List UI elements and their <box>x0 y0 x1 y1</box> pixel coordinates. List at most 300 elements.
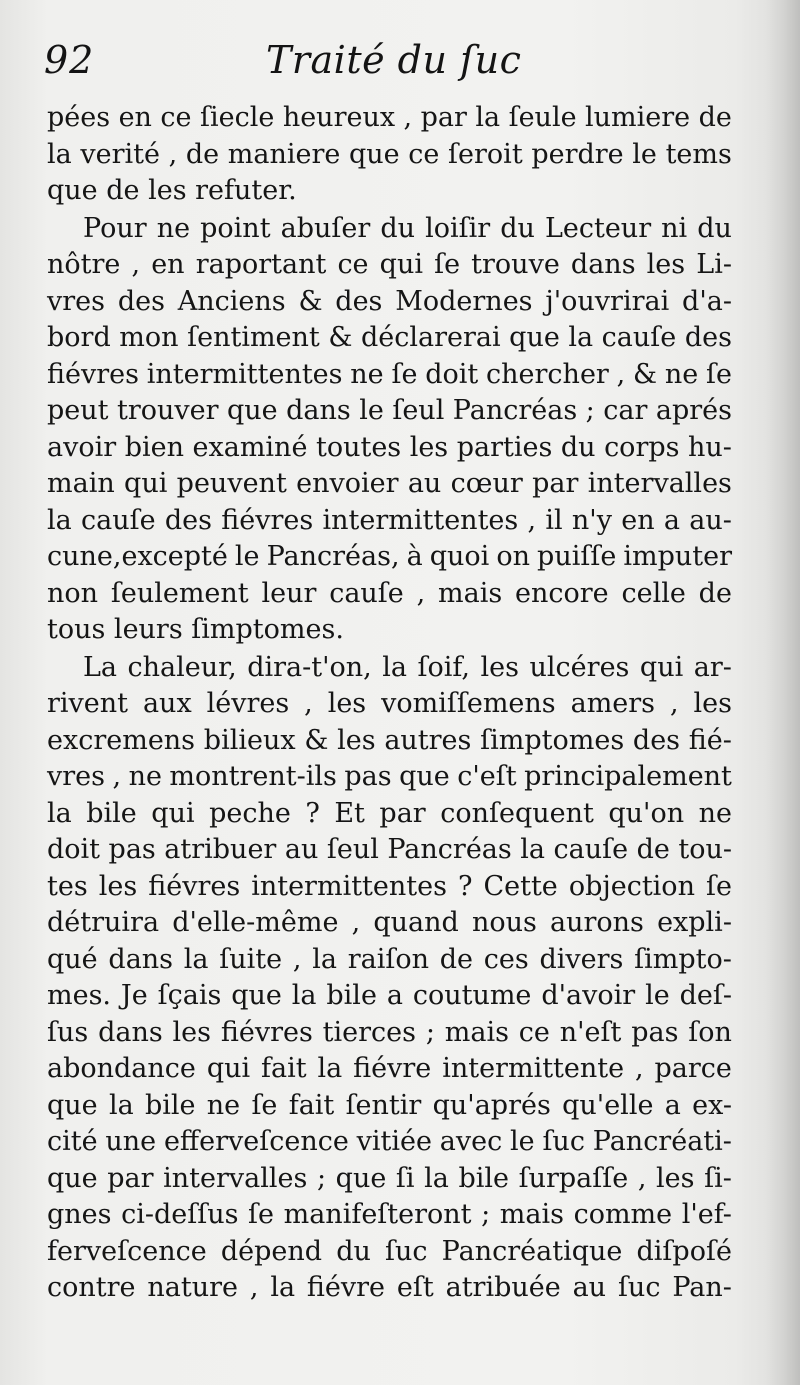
word: fiévres <box>148 870 241 902</box>
word: autres <box>384 724 472 756</box>
word: l'ef- <box>681 1199 732 1230</box>
word: aux <box>142 688 192 719</box>
word: cauſe <box>553 834 629 865</box>
word: ſiecle <box>200 102 275 133</box>
running-head: Traité du ſuc <box>266 38 522 82</box>
word: du <box>500 212 535 244</box>
word: qui <box>151 797 195 829</box>
word: examiné <box>192 431 308 463</box>
word: le <box>632 138 657 170</box>
word: conſequent <box>440 797 594 829</box>
word: lévres <box>206 688 290 719</box>
word: peche <box>209 797 291 829</box>
word: maniere <box>227 138 341 170</box>
word: dans <box>108 943 174 975</box>
text-line <box>47 576 732 613</box>
page-edge-shadow <box>766 0 800 1385</box>
word: atribuée <box>445 1272 561 1303</box>
word: ſoif, <box>417 651 471 683</box>
word: la <box>270 1272 296 1303</box>
word: de <box>439 943 474 975</box>
text-line <box>47 1234 732 1271</box>
word: fié- <box>688 724 732 756</box>
word: excremens <box>47 724 196 756</box>
word: les <box>409 431 449 463</box>
word: rivent <box>47 688 129 719</box>
word: ſentiment <box>187 322 320 353</box>
word: cune,excepté <box>47 541 228 572</box>
word: dans <box>570 249 636 280</box>
word: ? <box>457 870 473 902</box>
word: quand <box>373 907 459 938</box>
word: ci-deſſus <box>121 1199 239 1230</box>
text-line <box>47 723 732 760</box>
word: ſon <box>688 1016 732 1048</box>
word: qui <box>379 249 423 280</box>
word: pas <box>344 761 392 792</box>
paragraph <box>47 650 732 1307</box>
text-line <box>47 466 732 503</box>
word: du <box>560 431 596 463</box>
text-line <box>47 284 732 321</box>
word: perdre <box>531 138 624 170</box>
word: fiévres <box>220 1016 313 1048</box>
word: Cette <box>483 870 558 902</box>
word: fiévre <box>353 1053 432 1084</box>
word: de <box>185 138 220 170</box>
paragraph <box>47 211 732 649</box>
word: pas <box>631 1016 679 1048</box>
word: non <box>47 577 99 609</box>
word: Pancréas, <box>266 541 400 572</box>
word: fiévres <box>221 504 314 536</box>
word: par <box>532 468 579 499</box>
word: parce <box>654 1053 732 1084</box>
word: ſuc <box>617 1272 661 1303</box>
word: trouver <box>116 395 219 426</box>
word: les <box>656 1162 695 1194</box>
text-line <box>47 173 732 210</box>
word: dépend <box>220 1235 323 1267</box>
word: ne <box>128 761 162 792</box>
word: cité <box>47 1126 98 1157</box>
text-line <box>47 612 732 649</box>
word: , <box>168 138 178 170</box>
word: ſuite <box>219 943 283 975</box>
word: ſimptomes <box>480 724 625 756</box>
word: point <box>200 212 271 244</box>
word: fiévre <box>306 1272 386 1303</box>
word: Je <box>120 980 148 1011</box>
text-line <box>47 942 732 979</box>
word: au <box>407 468 442 499</box>
word: celle <box>621 577 686 609</box>
word: vres <box>47 285 105 317</box>
word: dans <box>286 395 351 426</box>
word: , <box>635 1053 644 1084</box>
body-text <box>47 100 732 1308</box>
word: cauſe <box>81 504 156 536</box>
word: a <box>663 504 681 536</box>
word: , <box>403 102 413 133</box>
word: détruira <box>47 907 160 938</box>
word: ſe <box>705 870 732 902</box>
word: par <box>379 797 426 829</box>
word: a <box>664 1089 681 1121</box>
word: eſt <box>396 1272 434 1303</box>
word: aurons <box>550 907 644 938</box>
word: en <box>118 102 152 133</box>
word: bilieux <box>203 724 296 756</box>
word: ne <box>350 358 384 390</box>
word: de <box>698 577 732 609</box>
word: puiſſe <box>537 541 617 572</box>
text-line <box>47 539 732 576</box>
word: la <box>317 1053 343 1084</box>
word: déclarerai <box>360 322 501 353</box>
word: abondance <box>47 1053 196 1084</box>
word: ; <box>316 1162 327 1194</box>
word: abuſer <box>280 212 371 244</box>
word: intermittentes <box>146 358 343 390</box>
word: , <box>292 943 302 975</box>
word: qui <box>124 468 168 499</box>
word: une <box>105 1126 157 1157</box>
word: bile <box>144 1089 196 1121</box>
word: ces <box>483 943 529 975</box>
word: ſeule <box>508 102 577 133</box>
word: ſeroit <box>448 138 523 170</box>
word: tierces <box>322 1016 416 1048</box>
word: peut <box>47 395 109 426</box>
word: bile <box>86 797 137 829</box>
word: ferveſcence <box>47 1235 207 1267</box>
word: tems <box>665 138 732 170</box>
word: intervalles <box>163 1162 308 1194</box>
word: vomiſſemens <box>381 688 556 719</box>
word: avoir <box>47 431 117 463</box>
text-line <box>47 357 732 394</box>
word: ulcéres <box>529 651 630 683</box>
word: encore <box>515 577 609 609</box>
word: ſe <box>705 358 732 390</box>
word: que <box>399 761 450 792</box>
word: chaleur, <box>127 651 237 683</box>
word: ſimpto- <box>634 943 732 975</box>
word: cauſe <box>329 577 404 609</box>
text-line <box>47 759 732 796</box>
text-line <box>47 247 732 284</box>
word: ne <box>664 358 699 390</box>
word: ar- <box>693 651 732 683</box>
word: Pancréati- <box>592 1126 732 1157</box>
word: la <box>47 797 72 829</box>
word: , <box>669 688 679 719</box>
word: cauſe <box>601 322 677 353</box>
word: objection <box>568 870 695 902</box>
word: les <box>480 651 520 683</box>
word: la <box>568 322 594 353</box>
word: pées <box>47 102 111 133</box>
word: la <box>108 1089 134 1121</box>
word: doit <box>47 834 101 865</box>
word: chercher <box>486 358 609 390</box>
word: deſ- <box>679 980 732 1011</box>
word: mais <box>438 577 503 609</box>
word: des <box>335 285 383 317</box>
word: que <box>47 1162 98 1194</box>
word: coutume <box>412 980 532 1011</box>
word: & <box>328 322 353 353</box>
text-line <box>47 137 732 174</box>
word: a <box>386 980 403 1011</box>
word: Pancréatique <box>441 1235 623 1267</box>
word: quoi <box>429 541 490 572</box>
word: peuvent <box>176 468 287 499</box>
word: hu- <box>688 431 732 463</box>
word: pas <box>108 834 156 865</box>
word: Li- <box>696 249 732 280</box>
word: ſe <box>251 1089 278 1121</box>
word: ne <box>698 797 732 829</box>
word: nous <box>471 907 537 938</box>
word: ? <box>305 797 320 829</box>
word: les <box>327 688 367 719</box>
word: avec <box>439 1126 503 1157</box>
word: ſuc <box>385 1235 428 1267</box>
text-line <box>47 430 732 467</box>
word: imputer <box>623 541 732 572</box>
word: au <box>284 834 319 865</box>
word: , <box>131 249 141 280</box>
word: mon <box>119 322 179 353</box>
word: mais <box>499 1199 564 1230</box>
word: le <box>359 395 384 426</box>
word: qu'on <box>608 797 685 829</box>
word: à <box>406 541 423 572</box>
word: ſçais <box>157 980 222 1011</box>
word: leur <box>261 577 317 609</box>
word: ex- <box>692 1089 732 1121</box>
word: Pancréas <box>452 395 578 426</box>
word: intermittente <box>442 1053 625 1084</box>
text-line <box>47 1197 732 1234</box>
word: gnes <box>47 1199 112 1230</box>
paragraph <box>47 100 732 210</box>
word: la <box>312 943 337 975</box>
word: ſeul <box>392 395 445 426</box>
word: les <box>172 1016 212 1048</box>
word: doit <box>425 358 479 390</box>
word: que <box>349 138 400 170</box>
text-line <box>47 211 732 248</box>
word: ne <box>156 212 191 244</box>
word: du <box>336 1235 371 1267</box>
word: Et <box>334 797 365 829</box>
word: que <box>47 1089 98 1121</box>
word: ce <box>408 138 440 170</box>
word: nature <box>147 1272 238 1303</box>
word: ce <box>337 249 369 280</box>
word: dira-t'on, <box>247 651 372 683</box>
word: ſi- <box>704 1162 732 1194</box>
text-line <box>47 1088 732 1125</box>
word: contre <box>47 1272 136 1303</box>
word: les <box>98 870 138 902</box>
word: que <box>509 322 560 353</box>
word: les <box>337 724 376 756</box>
word: des <box>117 285 165 317</box>
word: dans <box>98 1016 163 1048</box>
word: les <box>693 688 732 719</box>
word: intermittentes <box>322 504 519 536</box>
text-line <box>47 869 732 906</box>
word: car <box>603 395 648 426</box>
word: trouve <box>471 249 560 280</box>
word: n'y <box>571 504 612 536</box>
word: de <box>698 102 732 133</box>
word: raiſon <box>347 943 429 975</box>
text-line <box>47 978 732 1015</box>
word: la <box>47 504 72 536</box>
word: tou- <box>678 834 732 865</box>
text-line <box>47 320 732 357</box>
word: ſe <box>248 1199 275 1230</box>
text-line <box>47 1051 732 1088</box>
word: de <box>636 834 670 865</box>
word: parties <box>456 431 553 463</box>
word: que <box>231 980 282 1011</box>
word: nôtre <box>47 249 121 280</box>
word: le <box>510 1126 535 1157</box>
text-line <box>47 1161 732 1198</box>
word: vitiée <box>356 1126 432 1157</box>
word: bile <box>458 1162 510 1194</box>
word: le <box>234 541 260 572</box>
word: par <box>420 102 467 133</box>
word: montrent-ils <box>169 761 337 792</box>
text-line <box>47 503 732 540</box>
word: c'eſt <box>457 761 517 792</box>
word: bien <box>124 431 184 463</box>
word: ce <box>518 1016 550 1048</box>
word: raportant <box>195 249 327 280</box>
word: mes. <box>47 980 112 1011</box>
word: envoier <box>296 468 399 499</box>
word: bile <box>326 980 377 1011</box>
page-number: 92 <box>44 38 95 82</box>
word: main <box>47 468 115 499</box>
word: lumiere <box>585 102 691 133</box>
word: ſurpaſſe <box>518 1162 629 1194</box>
word: qué <box>47 943 98 975</box>
word: Pour <box>83 212 147 244</box>
text-line <box>47 832 732 869</box>
word: , <box>249 1272 259 1303</box>
word: ſeul <box>326 834 379 865</box>
word: des <box>684 322 732 353</box>
word: mais <box>444 1016 509 1048</box>
page-header <box>44 38 744 100</box>
text-line <box>47 686 732 723</box>
word: , <box>527 504 537 536</box>
word: qu'aprés <box>432 1089 551 1121</box>
word: ne <box>206 1089 241 1121</box>
word: , <box>416 577 426 609</box>
word: expli- <box>657 907 732 938</box>
text-line <box>47 1124 732 1161</box>
word: corps <box>604 431 680 463</box>
word: amers <box>570 688 656 719</box>
word: loiſir <box>425 212 491 244</box>
word: aprés <box>655 395 732 426</box>
word: la <box>183 943 209 975</box>
text-line <box>47 1270 732 1307</box>
word: j'ouvrirai <box>545 285 670 317</box>
text-line <box>47 905 732 942</box>
word: ; <box>481 1199 491 1230</box>
word: Lecteur <box>544 212 652 244</box>
word: du <box>380 212 416 244</box>
word: par <box>107 1162 154 1194</box>
word: , <box>616 358 626 390</box>
word: au- <box>689 504 732 536</box>
word: Pancréas <box>387 834 512 865</box>
word: au <box>572 1272 607 1303</box>
word: ſi <box>395 1162 415 1194</box>
word: , <box>112 761 122 792</box>
word: cœur <box>450 468 523 499</box>
text-line <box>47 796 732 833</box>
word: la <box>424 1162 449 1194</box>
text-line <box>47 100 732 137</box>
word: Pan- <box>672 1272 732 1303</box>
word: atribuer <box>164 834 277 865</box>
word: n'eſt <box>559 1016 622 1048</box>
word: qui <box>206 1053 251 1084</box>
word: diſpoſé <box>636 1235 732 1267</box>
word: ni <box>661 212 688 244</box>
word: efferveſcence <box>163 1126 349 1157</box>
word: le <box>645 980 670 1011</box>
word: , <box>637 1162 647 1194</box>
word: tes <box>47 870 88 902</box>
text-line <box>47 393 732 430</box>
word: la <box>291 980 317 1011</box>
word: ſentir <box>345 1089 422 1121</box>
word: la <box>475 102 501 133</box>
word: la <box>47 138 72 170</box>
word: ; <box>425 1016 435 1048</box>
word: toutes <box>315 431 402 463</box>
line-text: que de les refuter. <box>47 175 297 206</box>
word: d'elle-même <box>172 907 339 938</box>
word: fiévres <box>47 358 139 390</box>
word: La <box>83 651 118 683</box>
word: ce <box>160 102 192 133</box>
word: d'avoir <box>541 980 636 1011</box>
word: ; <box>585 395 595 426</box>
word: la <box>520 834 545 865</box>
word: manifeſteront <box>283 1199 472 1230</box>
word: vres <box>47 761 105 792</box>
word: des <box>632 724 681 756</box>
word: Modernes <box>395 285 533 317</box>
word: verité <box>80 138 160 170</box>
text-line <box>47 1015 732 1052</box>
word: ſe <box>434 249 461 280</box>
word: ſus <box>47 1016 89 1048</box>
